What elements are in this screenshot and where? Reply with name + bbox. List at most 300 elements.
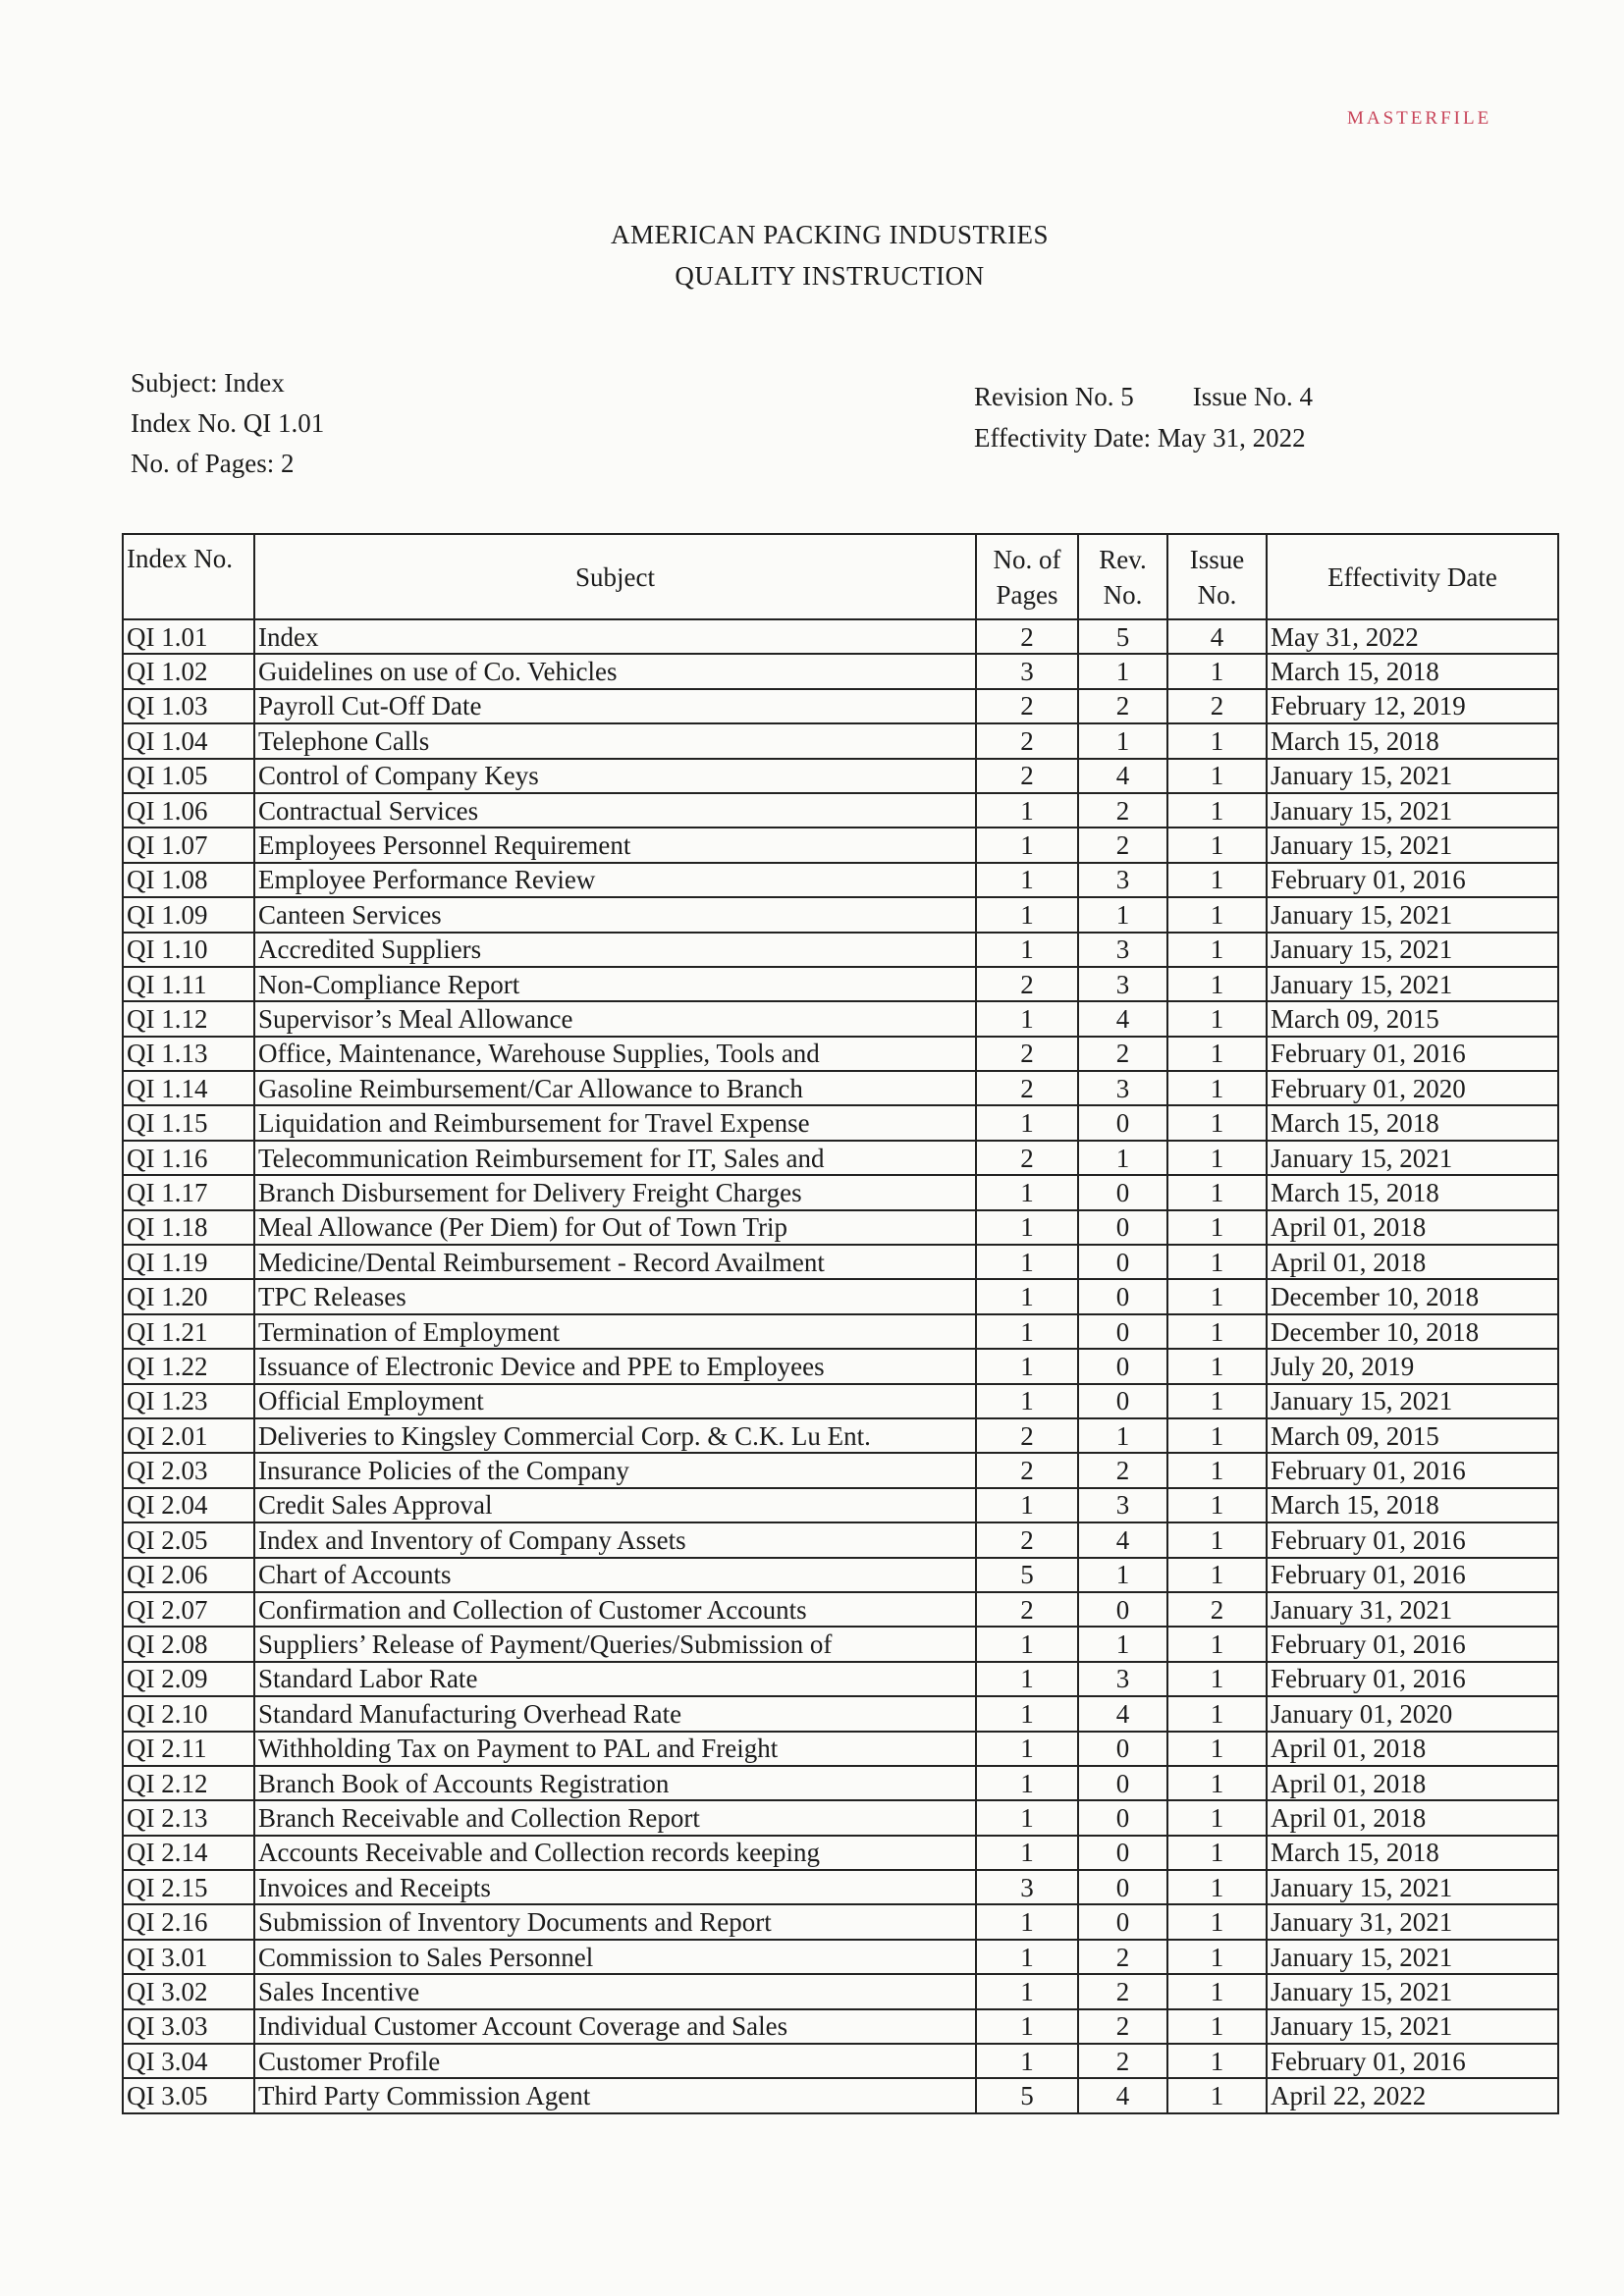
table-row (123, 1453, 1558, 1487)
cell-index-no: QI 2.14 (123, 1836, 254, 1870)
table-row (123, 897, 1558, 932)
cell-subject: Credit Sales Approval (254, 1488, 976, 1522)
cell-rev-no: 2 (1078, 2044, 1167, 2078)
table-row (123, 2044, 1558, 2078)
cell-subject: Accounts Receivable and Collection records keeping (254, 1836, 976, 1870)
cell-index-no: QI 2.10 (123, 1696, 254, 1731)
cell-effectivity-date: April 22, 2022 (1267, 2078, 1558, 2112)
table-row (123, 1210, 1558, 1245)
cell-subject: Issuance of Electronic Device and PPE to Employees (254, 1349, 976, 1383)
cell-pages: 1 (976, 1696, 1078, 1731)
cell-subject: Insurance Policies of the Company (254, 1453, 976, 1487)
cell-issue-no: 1 (1167, 1766, 1267, 1800)
cell-issue-no: 1 (1167, 1210, 1267, 1245)
cell-rev-no: 4 (1078, 1522, 1167, 1557)
cell-issue-no: 2 (1167, 1592, 1267, 1627)
table-row (123, 1696, 1558, 1731)
cell-index-no: QI 2.03 (123, 1453, 254, 1487)
cell-subject: Deliveries to Kingsley Commercial Corp. & C.K. Lu Ent. (254, 1418, 976, 1453)
cell-effectivity-date: March 15, 2018 (1267, 1175, 1558, 1209)
cell-pages: 2 (976, 619, 1078, 654)
table-row (123, 1800, 1558, 1835)
cell-rev-no: 2 (1078, 828, 1167, 862)
header-index-no: Index No. (123, 534, 254, 619)
cell-index-no: QI 2.15 (123, 1870, 254, 1904)
cell-rev-no: 0 (1078, 1279, 1167, 1313)
table-row (123, 1279, 1558, 1313)
cell-subject: Withholding Tax on Payment to PAL and Freight (254, 1732, 976, 1766)
cell-index-no: QI 1.15 (123, 1105, 254, 1140)
cell-pages: 2 (976, 1592, 1078, 1627)
index-number-line: Index No. QI 1.01 (131, 408, 325, 438)
cell-issue-no: 4 (1167, 619, 1267, 654)
cell-issue-no: 1 (1167, 828, 1267, 862)
cell-index-no: QI 1.21 (123, 1314, 254, 1349)
cell-subject: Suppliers’ Release of Payment/Queries/Submission of (254, 1627, 976, 1661)
cell-subject: Supervisor’s Meal Allowance (254, 1001, 976, 1036)
cell-index-no: QI 1.19 (123, 1245, 254, 1279)
cell-pages: 1 (976, 1800, 1078, 1835)
cell-index-no: QI 3.02 (123, 1974, 254, 2008)
cell-pages: 3 (976, 654, 1078, 688)
cell-subject: Employees Personnel Requirement (254, 828, 976, 862)
cell-rev-no: 3 (1078, 967, 1167, 1001)
cell-rev-no: 4 (1078, 759, 1167, 793)
cell-pages: 3 (976, 1870, 1078, 1904)
cell-pages: 1 (976, 1940, 1078, 1974)
cell-issue-no: 1 (1167, 933, 1267, 967)
index-table (122, 533, 1559, 2114)
cell-rev-no: 2 (1078, 1037, 1167, 1071)
cell-subject: Canteen Services (254, 897, 976, 932)
table-header-row (123, 534, 1558, 619)
cell-index-no: QI 1.07 (123, 828, 254, 862)
cell-effectivity-date: January 15, 2021 (1267, 897, 1558, 932)
cell-rev-no: 3 (1078, 863, 1167, 897)
cell-issue-no: 1 (1167, 723, 1267, 758)
cell-pages: 1 (976, 1836, 1078, 1870)
cell-effectivity-date: February 01, 2016 (1267, 1662, 1558, 1696)
cell-index-no: QI 3.04 (123, 2044, 254, 2078)
cell-pages: 1 (976, 1766, 1078, 1800)
cell-rev-no: 0 (1078, 1766, 1167, 1800)
cell-pages: 5 (976, 2078, 1078, 2112)
cell-effectivity-date: February 01, 2020 (1267, 1071, 1558, 1105)
table-row (123, 1488, 1558, 1522)
table-row (123, 863, 1558, 897)
effectivity-date-line: Effectivity Date: May 31, 2022 (974, 423, 1306, 453)
cell-index-no: QI 1.11 (123, 967, 254, 1001)
cell-rev-no: 0 (1078, 1349, 1167, 1383)
cell-issue-no: 1 (1167, 967, 1267, 1001)
cell-subject: Standard Labor Rate (254, 1662, 976, 1696)
header-rev-line2: No. (1103, 579, 1143, 610)
cell-issue-no: 1 (1167, 1105, 1267, 1140)
cell-index-no: QI 1.09 (123, 897, 254, 932)
cell-rev-no: 0 (1078, 1904, 1167, 1939)
cell-rev-no: 2 (1078, 1453, 1167, 1487)
cell-subject: Guidelines on use of Co. Vehicles (254, 654, 976, 688)
cell-subject: Individual Customer Account Coverage and Sales (254, 2009, 976, 2044)
table-row (123, 1418, 1558, 1453)
document-type: QUALITY INSTRUCTION (675, 261, 985, 291)
cell-index-no: QI 2.07 (123, 1592, 254, 1627)
table-row (123, 933, 1558, 967)
cell-pages: 1 (976, 1210, 1078, 1245)
cell-pages: 1 (976, 1904, 1078, 1939)
cell-pages: 2 (976, 1522, 1078, 1557)
cell-pages: 2 (976, 723, 1078, 758)
cell-rev-no: 3 (1078, 1662, 1167, 1696)
cell-effectivity-date: January 15, 2021 (1267, 793, 1558, 828)
cell-issue-no: 1 (1167, 1732, 1267, 1766)
cell-issue-no: 1 (1167, 863, 1267, 897)
cell-issue-no: 1 (1167, 1627, 1267, 1661)
cell-index-no: QI 2.04 (123, 1488, 254, 1522)
cell-subject: Customer Profile (254, 2044, 976, 2078)
cell-rev-no: 0 (1078, 1732, 1167, 1766)
cell-pages: 1 (976, 1314, 1078, 1349)
cell-effectivity-date: December 10, 2018 (1267, 1279, 1558, 1313)
cell-subject: Confirmation and Collection of Customer Accounts (254, 1592, 976, 1627)
cell-subject: Meal Allowance (Per Diem) for Out of Town Trip (254, 1210, 976, 1245)
cell-pages: 1 (976, 1732, 1078, 1766)
cell-rev-no: 1 (1078, 1627, 1167, 1661)
table-row (123, 1384, 1558, 1418)
cell-issue-no: 1 (1167, 1488, 1267, 1522)
cell-pages: 5 (976, 1558, 1078, 1592)
cell-issue-no: 1 (1167, 897, 1267, 932)
cell-pages: 1 (976, 1488, 1078, 1522)
table-row (123, 1870, 1558, 1904)
table-row (123, 1349, 1558, 1383)
page-count-line: No. of Pages: 2 (131, 449, 295, 478)
cell-effectivity-date: February 01, 2016 (1267, 863, 1558, 897)
table-row (123, 1836, 1558, 1870)
cell-pages: 2 (976, 1071, 1078, 1105)
cell-index-no: QI 1.08 (123, 863, 254, 897)
cell-issue-no: 1 (1167, 1904, 1267, 1939)
cell-effectivity-date: February 01, 2016 (1267, 1627, 1558, 1661)
cell-index-no: QI 1.02 (123, 654, 254, 688)
cell-subject: Medicine/Dental Reimbursement - Record Availment (254, 1245, 976, 1279)
cell-subject: Official Employment (254, 1384, 976, 1418)
cell-subject: Third Party Commission Agent (254, 2078, 976, 2112)
cell-effectivity-date: February 01, 2016 (1267, 2044, 1558, 2078)
cell-effectivity-date: April 01, 2018 (1267, 1800, 1558, 1835)
table-row (123, 723, 1558, 758)
cell-issue-no: 1 (1167, 1418, 1267, 1453)
cell-subject: Control of Company Keys (254, 759, 976, 793)
cell-subject: Liquidation and Reimbursement for Travel Expense (254, 1105, 976, 1140)
cell-rev-no: 4 (1078, 1696, 1167, 1731)
cell-issue-no: 1 (1167, 1314, 1267, 1349)
table-row (123, 689, 1558, 723)
cell-pages: 1 (976, 1279, 1078, 1313)
cell-issue-no: 1 (1167, 1974, 1267, 2008)
cell-pages: 1 (976, 1175, 1078, 1209)
cell-issue-no: 1 (1167, 1453, 1267, 1487)
cell-subject: Branch Disbursement for Delivery Freight Charges (254, 1175, 976, 1209)
cell-effectivity-date: December 10, 2018 (1267, 1314, 1558, 1349)
cell-rev-no: 4 (1078, 1001, 1167, 1036)
cell-subject: Contractual Services (254, 793, 976, 828)
cell-pages: 1 (976, 1974, 1078, 2008)
cell-effectivity-date: April 01, 2018 (1267, 1732, 1558, 1766)
table-body (123, 619, 1558, 2113)
cell-issue-no: 1 (1167, 1870, 1267, 1904)
table-row (123, 759, 1558, 793)
cell-pages: 1 (976, 1627, 1078, 1661)
cell-effectivity-date: March 15, 2018 (1267, 1105, 1558, 1140)
cell-rev-no: 4 (1078, 2078, 1167, 2112)
cell-subject: Chart of Accounts (254, 1558, 976, 1592)
document-meta-right (974, 376, 1313, 458)
cell-index-no: QI 2.01 (123, 1418, 254, 1453)
cell-index-no: QI 3.05 (123, 2078, 254, 2112)
cell-effectivity-date: April 01, 2018 (1267, 1245, 1558, 1279)
cell-issue-no: 1 (1167, 1522, 1267, 1557)
cell-issue-no: 1 (1167, 793, 1267, 828)
cell-index-no: QI 1.22 (123, 1349, 254, 1383)
cell-rev-no: 2 (1078, 1974, 1167, 2008)
cell-issue-no: 1 (1167, 1349, 1267, 1383)
cell-index-no: QI 2.13 (123, 1800, 254, 1835)
cell-issue-no: 1 (1167, 1001, 1267, 1036)
cell-index-no: QI 2.05 (123, 1522, 254, 1557)
cell-effectivity-date: February 01, 2016 (1267, 1037, 1558, 1071)
cell-subject: Accredited Suppliers (254, 933, 976, 967)
cell-index-no: QI 1.12 (123, 1001, 254, 1036)
cell-effectivity-date: May 31, 2022 (1267, 619, 1558, 654)
cell-subject: Employee Performance Review (254, 863, 976, 897)
cell-index-no: QI 1.04 (123, 723, 254, 758)
cell-rev-no: 2 (1078, 689, 1167, 723)
cell-index-no: QI 3.03 (123, 2009, 254, 2044)
table-row (123, 1974, 1558, 2008)
cell-index-no: QI 1.06 (123, 793, 254, 828)
masterfile-stamp: MASTERFILE (1347, 108, 1492, 129)
cell-rev-no: 0 (1078, 1592, 1167, 1627)
cell-index-no: QI 2.08 (123, 1627, 254, 1661)
table-row (123, 654, 1558, 688)
table-row (123, 2078, 1558, 2112)
cell-index-no: QI 1.20 (123, 1279, 254, 1313)
cell-subject: Invoices and Receipts (254, 1870, 976, 1904)
header-issue-line2: No. (1197, 579, 1237, 610)
table-row (123, 1037, 1558, 1071)
cell-subject: Payroll Cut-Off Date (254, 689, 976, 723)
cell-pages: 1 (976, 793, 1078, 828)
cell-subject: Standard Manufacturing Overhead Rate (254, 1696, 976, 1731)
cell-rev-no: 1 (1078, 1141, 1167, 1175)
cell-index-no: QI 1.17 (123, 1175, 254, 1209)
cell-effectivity-date: March 15, 2018 (1267, 1836, 1558, 1870)
header-rev-line1: Rev. (1099, 544, 1147, 574)
cell-effectivity-date: January 01, 2020 (1267, 1696, 1558, 1731)
cell-effectivity-date: February 01, 2016 (1267, 1522, 1558, 1557)
cell-effectivity-date: January 31, 2021 (1267, 1904, 1558, 1939)
cell-pages: 2 (976, 967, 1078, 1001)
cell-effectivity-date: January 15, 2021 (1267, 1870, 1558, 1904)
company-name: AMERICAN PACKING INDUSTRIES (610, 220, 1050, 249)
cell-effectivity-date: March 09, 2015 (1267, 1418, 1558, 1453)
cell-index-no: QI 2.16 (123, 1904, 254, 1939)
cell-issue-no: 1 (1167, 1836, 1267, 1870)
cell-subject: Branch Receivable and Collection Report (254, 1800, 976, 1835)
cell-pages: 1 (976, 897, 1078, 932)
cell-effectivity-date: April 01, 2018 (1267, 1766, 1558, 1800)
cell-rev-no: 2 (1078, 793, 1167, 828)
cell-effectivity-date: January 15, 2021 (1267, 1974, 1558, 2008)
cell-effectivity-date: January 15, 2021 (1267, 759, 1558, 793)
cell-pages: 1 (976, 2009, 1078, 2044)
cell-pages: 1 (976, 1349, 1078, 1383)
cell-rev-no: 0 (1078, 1245, 1167, 1279)
cell-rev-no: 2 (1078, 2009, 1167, 2044)
cell-issue-no: 1 (1167, 1800, 1267, 1835)
cell-pages: 2 (976, 1141, 1078, 1175)
table-row (123, 1141, 1558, 1175)
cell-rev-no: 0 (1078, 1175, 1167, 1209)
table-row (123, 1071, 1558, 1105)
cell-index-no: QI 1.14 (123, 1071, 254, 1105)
cell-rev-no: 0 (1078, 1870, 1167, 1904)
header-subject: Subject (254, 534, 976, 619)
cell-effectivity-date: January 15, 2021 (1267, 1384, 1558, 1418)
cell-rev-no: 5 (1078, 619, 1167, 654)
cell-pages: 1 (976, 1105, 1078, 1140)
cell-rev-no: 3 (1078, 1488, 1167, 1522)
cell-effectivity-date: January 15, 2021 (1267, 828, 1558, 862)
cell-rev-no: 1 (1078, 1558, 1167, 1592)
table-row (123, 1662, 1558, 1696)
cell-issue-no: 1 (1167, 2009, 1267, 2044)
cell-effectivity-date: January 15, 2021 (1267, 933, 1558, 967)
cell-issue-no: 1 (1167, 1175, 1267, 1209)
cell-effectivity-date: February 01, 2016 (1267, 1453, 1558, 1487)
cell-issue-no: 1 (1167, 1037, 1267, 1071)
cell-subject: Telephone Calls (254, 723, 976, 758)
cell-issue-no: 1 (1167, 2078, 1267, 2112)
cell-effectivity-date: January 15, 2021 (1267, 2009, 1558, 2044)
cell-rev-no: 1 (1078, 723, 1167, 758)
cell-subject: Index and Inventory of Company Assets (254, 1522, 976, 1557)
header-rev (1078, 534, 1167, 619)
table-row (123, 1592, 1558, 1627)
cell-effectivity-date: July 20, 2019 (1267, 1349, 1558, 1383)
table-row (123, 1522, 1558, 1557)
cell-issue-no: 1 (1167, 2044, 1267, 2078)
table-row (123, 1732, 1558, 1766)
cell-index-no: QI 1.03 (123, 689, 254, 723)
cell-subject: Branch Book of Accounts Registration (254, 1766, 976, 1800)
cell-pages: 2 (976, 1037, 1078, 1071)
cell-subject: Commission to Sales Personnel (254, 1940, 976, 1974)
cell-issue-no: 1 (1167, 1141, 1267, 1175)
cell-subject: Termination of Employment (254, 1314, 976, 1349)
cell-rev-no: 3 (1078, 1071, 1167, 1105)
cell-index-no: QI 1.05 (123, 759, 254, 793)
cell-pages: 1 (976, 1662, 1078, 1696)
subject-line: Subject: Index (131, 368, 285, 398)
cell-index-no: QI 1.01 (123, 619, 254, 654)
header-pages (976, 534, 1078, 619)
cell-pages: 1 (976, 1384, 1078, 1418)
cell-rev-no: 1 (1078, 654, 1167, 688)
revision-number: Revision No. 5 (974, 382, 1134, 411)
table-row (123, 1175, 1558, 1209)
cell-rev-no: 2 (1078, 1940, 1167, 1974)
table-row (123, 1904, 1558, 1939)
cell-index-no: QI 2.06 (123, 1558, 254, 1592)
cell-effectivity-date: February 01, 2016 (1267, 1558, 1558, 1592)
cell-effectivity-date: March 15, 2018 (1267, 723, 1558, 758)
header-pages-line1: No. of (993, 544, 1061, 574)
table-row (123, 1627, 1558, 1661)
cell-issue-no: 1 (1167, 1279, 1267, 1313)
cell-effectivity-date: January 31, 2021 (1267, 1592, 1558, 1627)
document-header (0, 214, 1624, 296)
cell-rev-no: 0 (1078, 1314, 1167, 1349)
cell-index-no: QI 3.01 (123, 1940, 254, 1974)
cell-pages: 2 (976, 759, 1078, 793)
cell-rev-no: 0 (1078, 1105, 1167, 1140)
cell-subject: Sales Incentive (254, 1974, 976, 2008)
cell-issue-no: 2 (1167, 689, 1267, 723)
cell-issue-no: 1 (1167, 1558, 1267, 1592)
cell-subject: Gasoline Reimbursement/Car Allowance to Branch (254, 1071, 976, 1105)
cell-rev-no: 0 (1078, 1210, 1167, 1245)
header-issue (1167, 534, 1267, 619)
cell-issue-no: 1 (1167, 759, 1267, 793)
cell-pages: 1 (976, 863, 1078, 897)
cell-rev-no: 0 (1078, 1836, 1167, 1870)
cell-pages: 1 (976, 1245, 1078, 1279)
table-row (123, 619, 1558, 654)
table-row (123, 967, 1558, 1001)
table-row (123, 828, 1558, 862)
table-row (123, 1245, 1558, 1279)
cell-pages: 2 (976, 1418, 1078, 1453)
cell-issue-no: 1 (1167, 1071, 1267, 1105)
issue-number: Issue No. 4 (1192, 382, 1314, 411)
cell-index-no: QI 2.11 (123, 1732, 254, 1766)
cell-index-no: QI 2.09 (123, 1662, 254, 1696)
cell-index-no: QI 1.18 (123, 1210, 254, 1245)
header-effectivity-date: Effectivity Date (1267, 534, 1558, 619)
cell-issue-no: 1 (1167, 1940, 1267, 1974)
cell-pages: 2 (976, 1453, 1078, 1487)
header-pages-line2: Pages (996, 579, 1058, 610)
cell-index-no: QI 1.16 (123, 1141, 254, 1175)
cell-subject: TPC Releases (254, 1279, 976, 1313)
cell-issue-no: 1 (1167, 1662, 1267, 1696)
header-issue-line1: Issue (1189, 544, 1245, 574)
cell-subject: Index (254, 619, 976, 654)
cell-subject: Office, Maintenance, Warehouse Supplies, Tools and (254, 1037, 976, 1071)
cell-effectivity-date: January 15, 2021 (1267, 1141, 1558, 1175)
cell-issue-no: 1 (1167, 1384, 1267, 1418)
cell-subject: Submission of Inventory Documents and Report (254, 1904, 976, 1939)
cell-effectivity-date: April 01, 2018 (1267, 1210, 1558, 1245)
cell-rev-no: 0 (1078, 1384, 1167, 1418)
cell-pages: 1 (976, 933, 1078, 967)
table-row (123, 1766, 1558, 1800)
cell-pages: 1 (976, 1001, 1078, 1036)
cell-issue-no: 1 (1167, 1696, 1267, 1731)
cell-pages: 1 (976, 828, 1078, 862)
